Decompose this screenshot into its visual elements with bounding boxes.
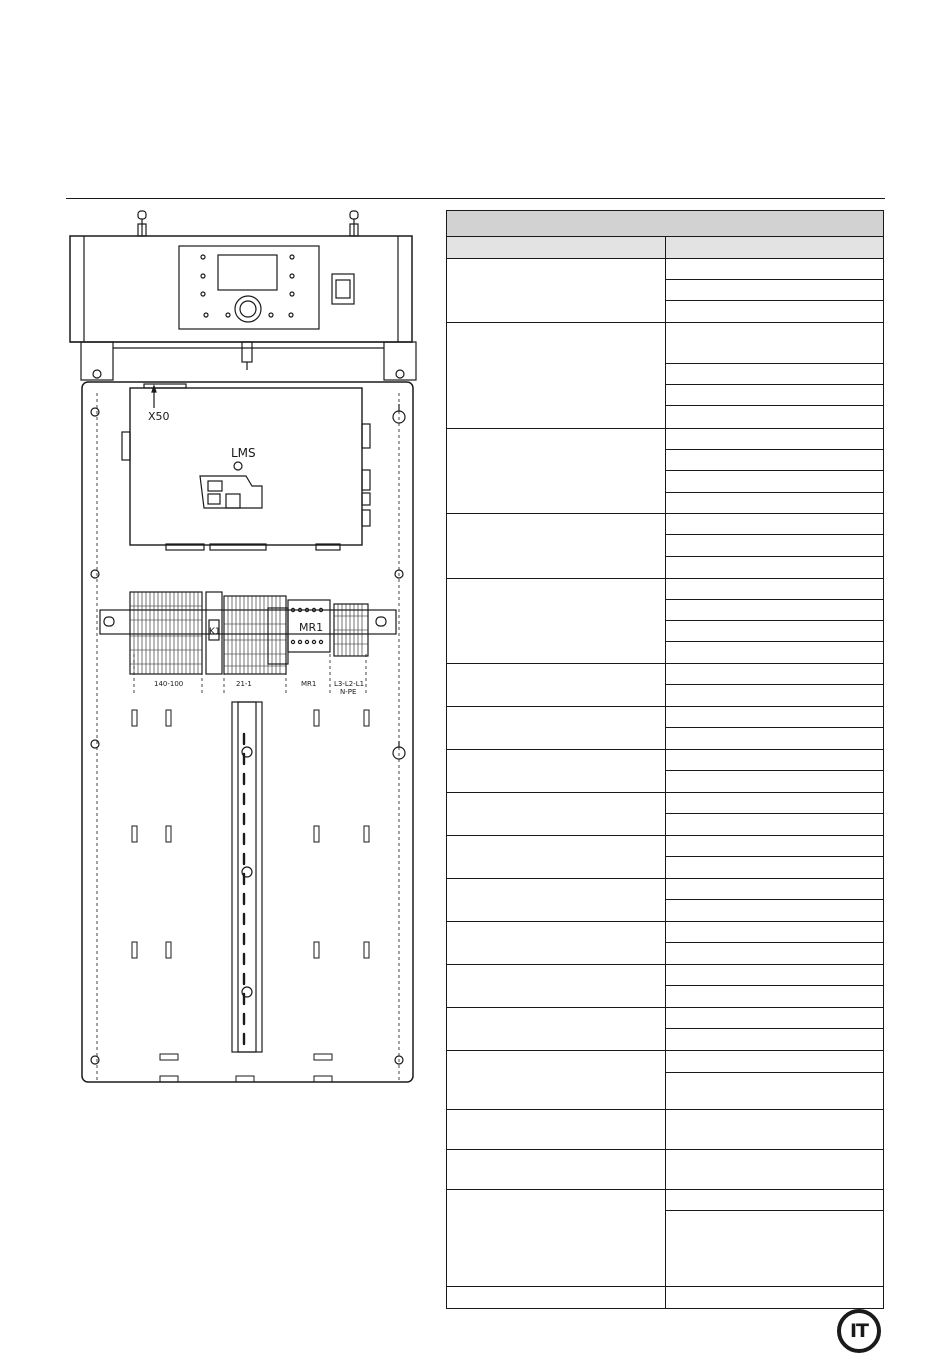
table-cell-detail xyxy=(665,471,884,493)
table-cell-component xyxy=(447,1051,666,1110)
table-cell-component xyxy=(447,259,666,323)
table-cell-detail xyxy=(665,364,884,385)
panel-housing xyxy=(70,236,412,342)
label-21-1: 21-1 xyxy=(236,680,252,688)
table-cell-detail xyxy=(665,301,884,323)
table-cell-detail xyxy=(665,814,884,836)
label-l3-l2-l1: L3-L2-L1 xyxy=(334,680,365,688)
table-row xyxy=(447,793,884,814)
label-mr1-group: MR1 xyxy=(301,680,317,688)
table-cell-component xyxy=(447,429,666,514)
table-cell-detail xyxy=(665,922,884,943)
table-cell-detail xyxy=(665,1029,884,1051)
control-panel-drawing xyxy=(66,208,426,1088)
table-cell-detail xyxy=(665,728,884,750)
table-cell-component xyxy=(447,1008,666,1051)
table-cell-component xyxy=(447,323,666,429)
table-cell-detail xyxy=(665,1073,884,1110)
table-cell-detail xyxy=(665,535,884,557)
column-header-1 xyxy=(447,237,666,259)
table-cell-detail xyxy=(665,986,884,1008)
table-cell-detail xyxy=(665,621,884,642)
table-row xyxy=(447,1150,884,1190)
table-cell-detail xyxy=(665,323,884,364)
table-row xyxy=(447,579,884,600)
label-k1: K1 xyxy=(209,627,221,637)
table-cell-detail xyxy=(665,793,884,814)
table-row xyxy=(447,1110,884,1150)
table-cell-detail xyxy=(665,750,884,771)
table-row xyxy=(447,429,884,450)
table-cell-detail xyxy=(665,664,884,685)
component-table xyxy=(446,210,884,1309)
table-row xyxy=(447,323,884,364)
table-cell-detail xyxy=(665,557,884,579)
table-cell-detail xyxy=(665,280,884,301)
mounting-slots xyxy=(132,710,369,1082)
label-n-pe: N-PE xyxy=(340,688,357,696)
language-badge: IT xyxy=(837,1309,881,1353)
table-cell-detail xyxy=(665,900,884,922)
table-cell-detail xyxy=(665,406,884,429)
table-cell-component xyxy=(447,664,666,707)
table-row xyxy=(447,664,884,685)
table-cell-detail xyxy=(665,385,884,406)
table-cell-component xyxy=(447,579,666,664)
table-title-row xyxy=(447,211,884,237)
top-bolt-right xyxy=(350,211,358,236)
label-mr1: MR1 xyxy=(299,621,324,634)
control-knob xyxy=(235,296,261,322)
table-row xyxy=(447,259,884,280)
table-cell-detail xyxy=(665,707,884,728)
table-cell-detail xyxy=(665,514,884,535)
table-cell-detail xyxy=(665,600,884,621)
table-cell-detail xyxy=(665,579,884,600)
table-row xyxy=(447,922,884,943)
table-cell-component xyxy=(447,965,666,1008)
table-cell-detail xyxy=(665,1051,884,1073)
table-cell-component xyxy=(447,879,666,922)
table-cell-detail xyxy=(665,857,884,879)
table-cell-component xyxy=(447,922,666,965)
table-row xyxy=(447,1008,884,1029)
table-row xyxy=(447,514,884,535)
label-lms: LMS xyxy=(231,446,256,460)
table-row xyxy=(447,750,884,771)
table-cell-component xyxy=(447,1190,666,1287)
display-screen xyxy=(218,255,277,290)
table-cell-detail xyxy=(665,429,884,450)
table-cell-component xyxy=(447,1150,666,1190)
table-cell-component xyxy=(447,514,666,579)
table-cell-detail xyxy=(665,642,884,664)
table-cell-detail xyxy=(665,1287,884,1309)
table-title xyxy=(447,211,884,237)
top-bolt-left xyxy=(138,211,146,236)
table-row xyxy=(447,965,884,986)
table-row xyxy=(447,879,884,900)
column-header-2 xyxy=(665,237,884,259)
table-cell-component xyxy=(447,1287,666,1309)
table-cell-detail xyxy=(665,685,884,707)
table-cell-detail xyxy=(665,943,884,965)
table-cell-detail xyxy=(665,1190,884,1211)
table-cell-component xyxy=(447,793,666,836)
label-x50: X50 xyxy=(148,410,170,423)
table-cell-detail xyxy=(665,259,884,280)
table-row xyxy=(447,1287,884,1309)
label-140-100: 140-100 xyxy=(154,680,184,688)
power-switch xyxy=(332,274,354,304)
table-cell-detail xyxy=(665,879,884,900)
table-cell-detail xyxy=(665,771,884,793)
table-header-row xyxy=(447,237,884,259)
table-cell-component xyxy=(447,750,666,793)
table-body xyxy=(447,259,884,1309)
table-cell-detail xyxy=(665,450,884,471)
terminal-block-140-100 xyxy=(130,592,202,674)
table-cell-detail xyxy=(665,1110,884,1150)
terminal-block-mains xyxy=(334,604,368,656)
table-cell-component xyxy=(447,1110,666,1150)
table-row xyxy=(447,836,884,857)
table-cell-component xyxy=(447,836,666,879)
table-cell-detail xyxy=(665,965,884,986)
table-cell-detail xyxy=(665,836,884,857)
table-cell-detail xyxy=(665,493,884,514)
table-cell-detail xyxy=(665,1008,884,1029)
header-rule xyxy=(66,198,885,199)
table-row xyxy=(447,707,884,728)
mounting-plate xyxy=(82,382,413,1082)
table-cell-detail xyxy=(665,1150,884,1190)
table-cell-component xyxy=(447,707,666,750)
center-screw xyxy=(242,342,252,370)
table-row xyxy=(447,1051,884,1073)
table-cell-detail xyxy=(665,1211,884,1287)
table-row xyxy=(447,1190,884,1211)
